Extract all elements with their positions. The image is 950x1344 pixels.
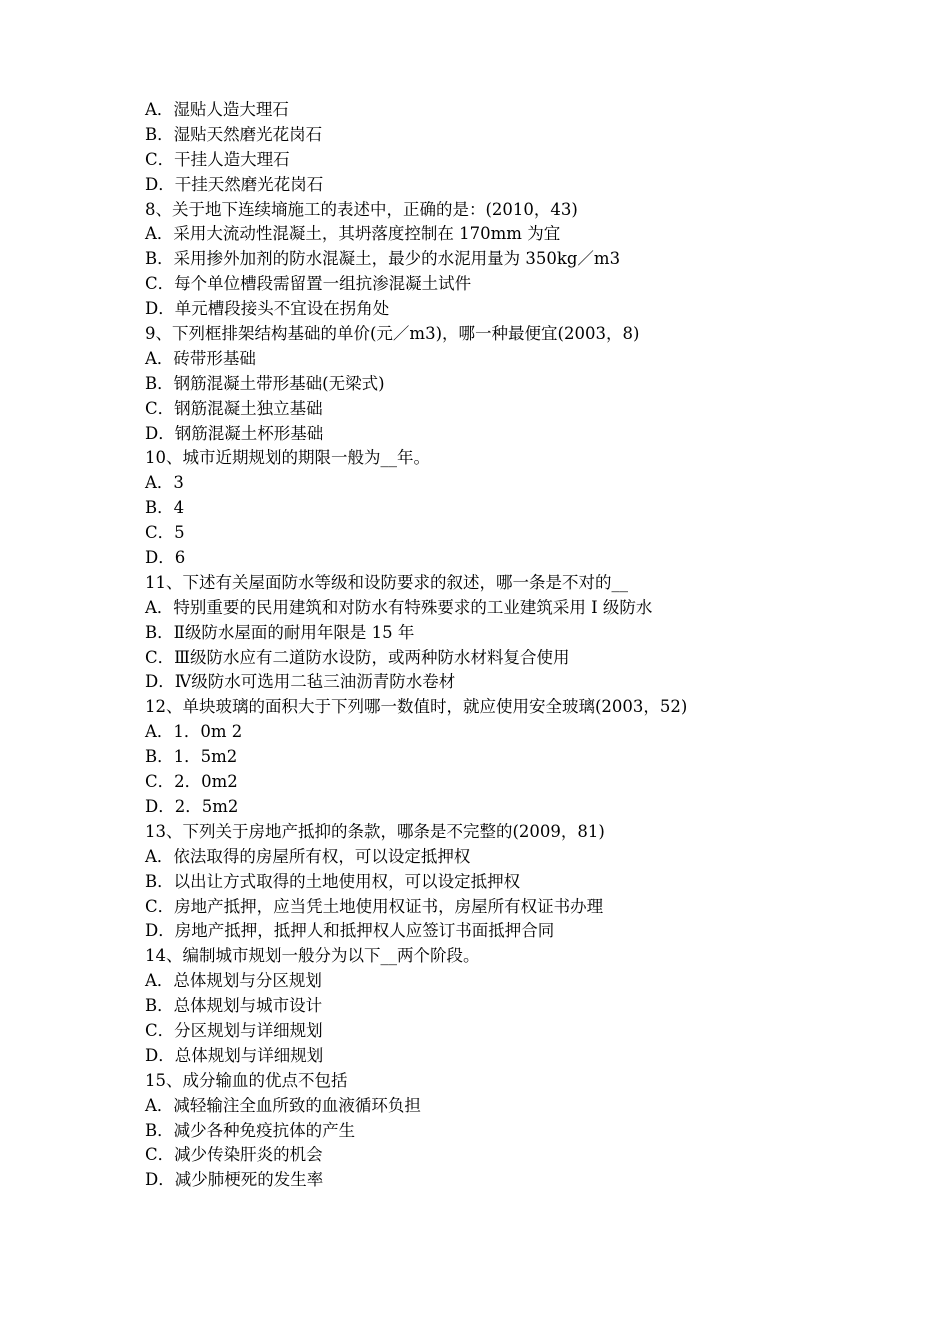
text-line: B．4	[145, 498, 185, 518]
text-line: C．钢筋混凝土独立基础	[145, 398, 323, 418]
text-line: D．干挂天然磨光花岗石	[145, 174, 324, 194]
text-line: A．1．0m 2	[145, 722, 243, 742]
text-line: B．钢筋混凝土带形基础(无梁式)	[145, 373, 385, 393]
text-line: B．减少各种免疫抗体的产生	[145, 1120, 356, 1140]
text-line: A．砖带形基础	[145, 348, 256, 368]
text-line: D．总体规划与详细规划	[145, 1045, 324, 1065]
question-line: 14、编制城市规划一般分为以下__两个阶段。	[145, 946, 480, 966]
text-line: C．5	[145, 523, 185, 543]
text-line: B．Ⅱ级防水屋面的耐用年限是 15 年	[145, 622, 415, 642]
text-line: C．2．0m2	[145, 772, 238, 792]
text-line: D．减少肺梗死的发生率	[145, 1170, 324, 1190]
text-line: B．总体规划与城市设计	[145, 996, 323, 1016]
text-line: C．房地产抵押，应当凭土地使用权证书，房屋所有权证书办理	[145, 896, 604, 916]
text-line: A．采用大流动性混凝土，其坍落度控制在 170mm 为宜	[145, 224, 561, 244]
text-line: D．2．5m2	[145, 796, 239, 816]
text-line: D．钢筋混凝土杯形基础	[145, 423, 324, 443]
question-line: 10、城市近期规划的期限一般为__年。	[145, 448, 430, 468]
text-line: C．Ⅲ级防水应有二道防水设防，或两种防水材料复合使用	[145, 647, 570, 667]
text-line: D．房地产抵押，抵押人和抵押权人应签订书面抵押合同	[145, 921, 555, 941]
text-line: A．湿贴人造大理石	[145, 100, 289, 119]
text-line: A．特别重要的民用建筑和对防水有特殊要求的工业建筑采用 I 级防水	[145, 597, 653, 617]
document-page	[145, 98, 845, 1193]
text-line: A．3	[145, 473, 184, 493]
text-line: C．减少传染肝炎的机会	[145, 1145, 323, 1165]
text-line: D．6	[145, 548, 186, 568]
text-line: C．分区规划与详细规划	[145, 1020, 323, 1040]
question-line: 8、关于地下连续墒施工的表述中，正确的是：(2010，43)	[145, 199, 578, 219]
text-line: B．采用掺外加剂的防水混凝土，最少的水泥用量为 350kg／m3	[145, 249, 621, 269]
text-line: B．湿贴天然磨光花岗石	[145, 124, 323, 144]
text-line: A．减轻输注全血所致的血液循环负担	[145, 1095, 421, 1115]
question-line: 11、下述有关屋面防水等级和设防要求的叙述，哪一条是不对的__	[145, 572, 628, 592]
text-line: B．1．5m2	[145, 747, 238, 767]
text-line: A．依法取得的房屋所有权，可以设定抵押权	[145, 846, 471, 866]
text-line: B．以出让方式取得的土地使用权，可以设定抵押权	[145, 871, 521, 891]
question-line: 12、单块玻璃的面积大于下列哪一数值时，就应使用安全玻璃(2003，52)	[145, 697, 688, 717]
text-line: C．干挂人造大理石	[145, 149, 290, 169]
text-line: A．总体规划与分区规划	[145, 971, 322, 991]
question-line: 9、下列框排架结构基础的单价(元／m3)，哪一种最便宜(2003，8)	[145, 324, 640, 344]
text-line: C．每个单位槽段需留置一组抗渗混凝土试件	[145, 274, 472, 294]
question-line: 15、成分输血的优点不包括	[145, 1070, 348, 1090]
text-line: D．Ⅳ级防水可选用二毡三油沥青防水卷材	[145, 672, 456, 692]
text-line: D．单元槽段接头不宜设在拐角处	[145, 299, 390, 319]
question-line: 13、下列关于房地产抵抑的条款，哪条是不完整的(2009，81)	[145, 821, 605, 841]
